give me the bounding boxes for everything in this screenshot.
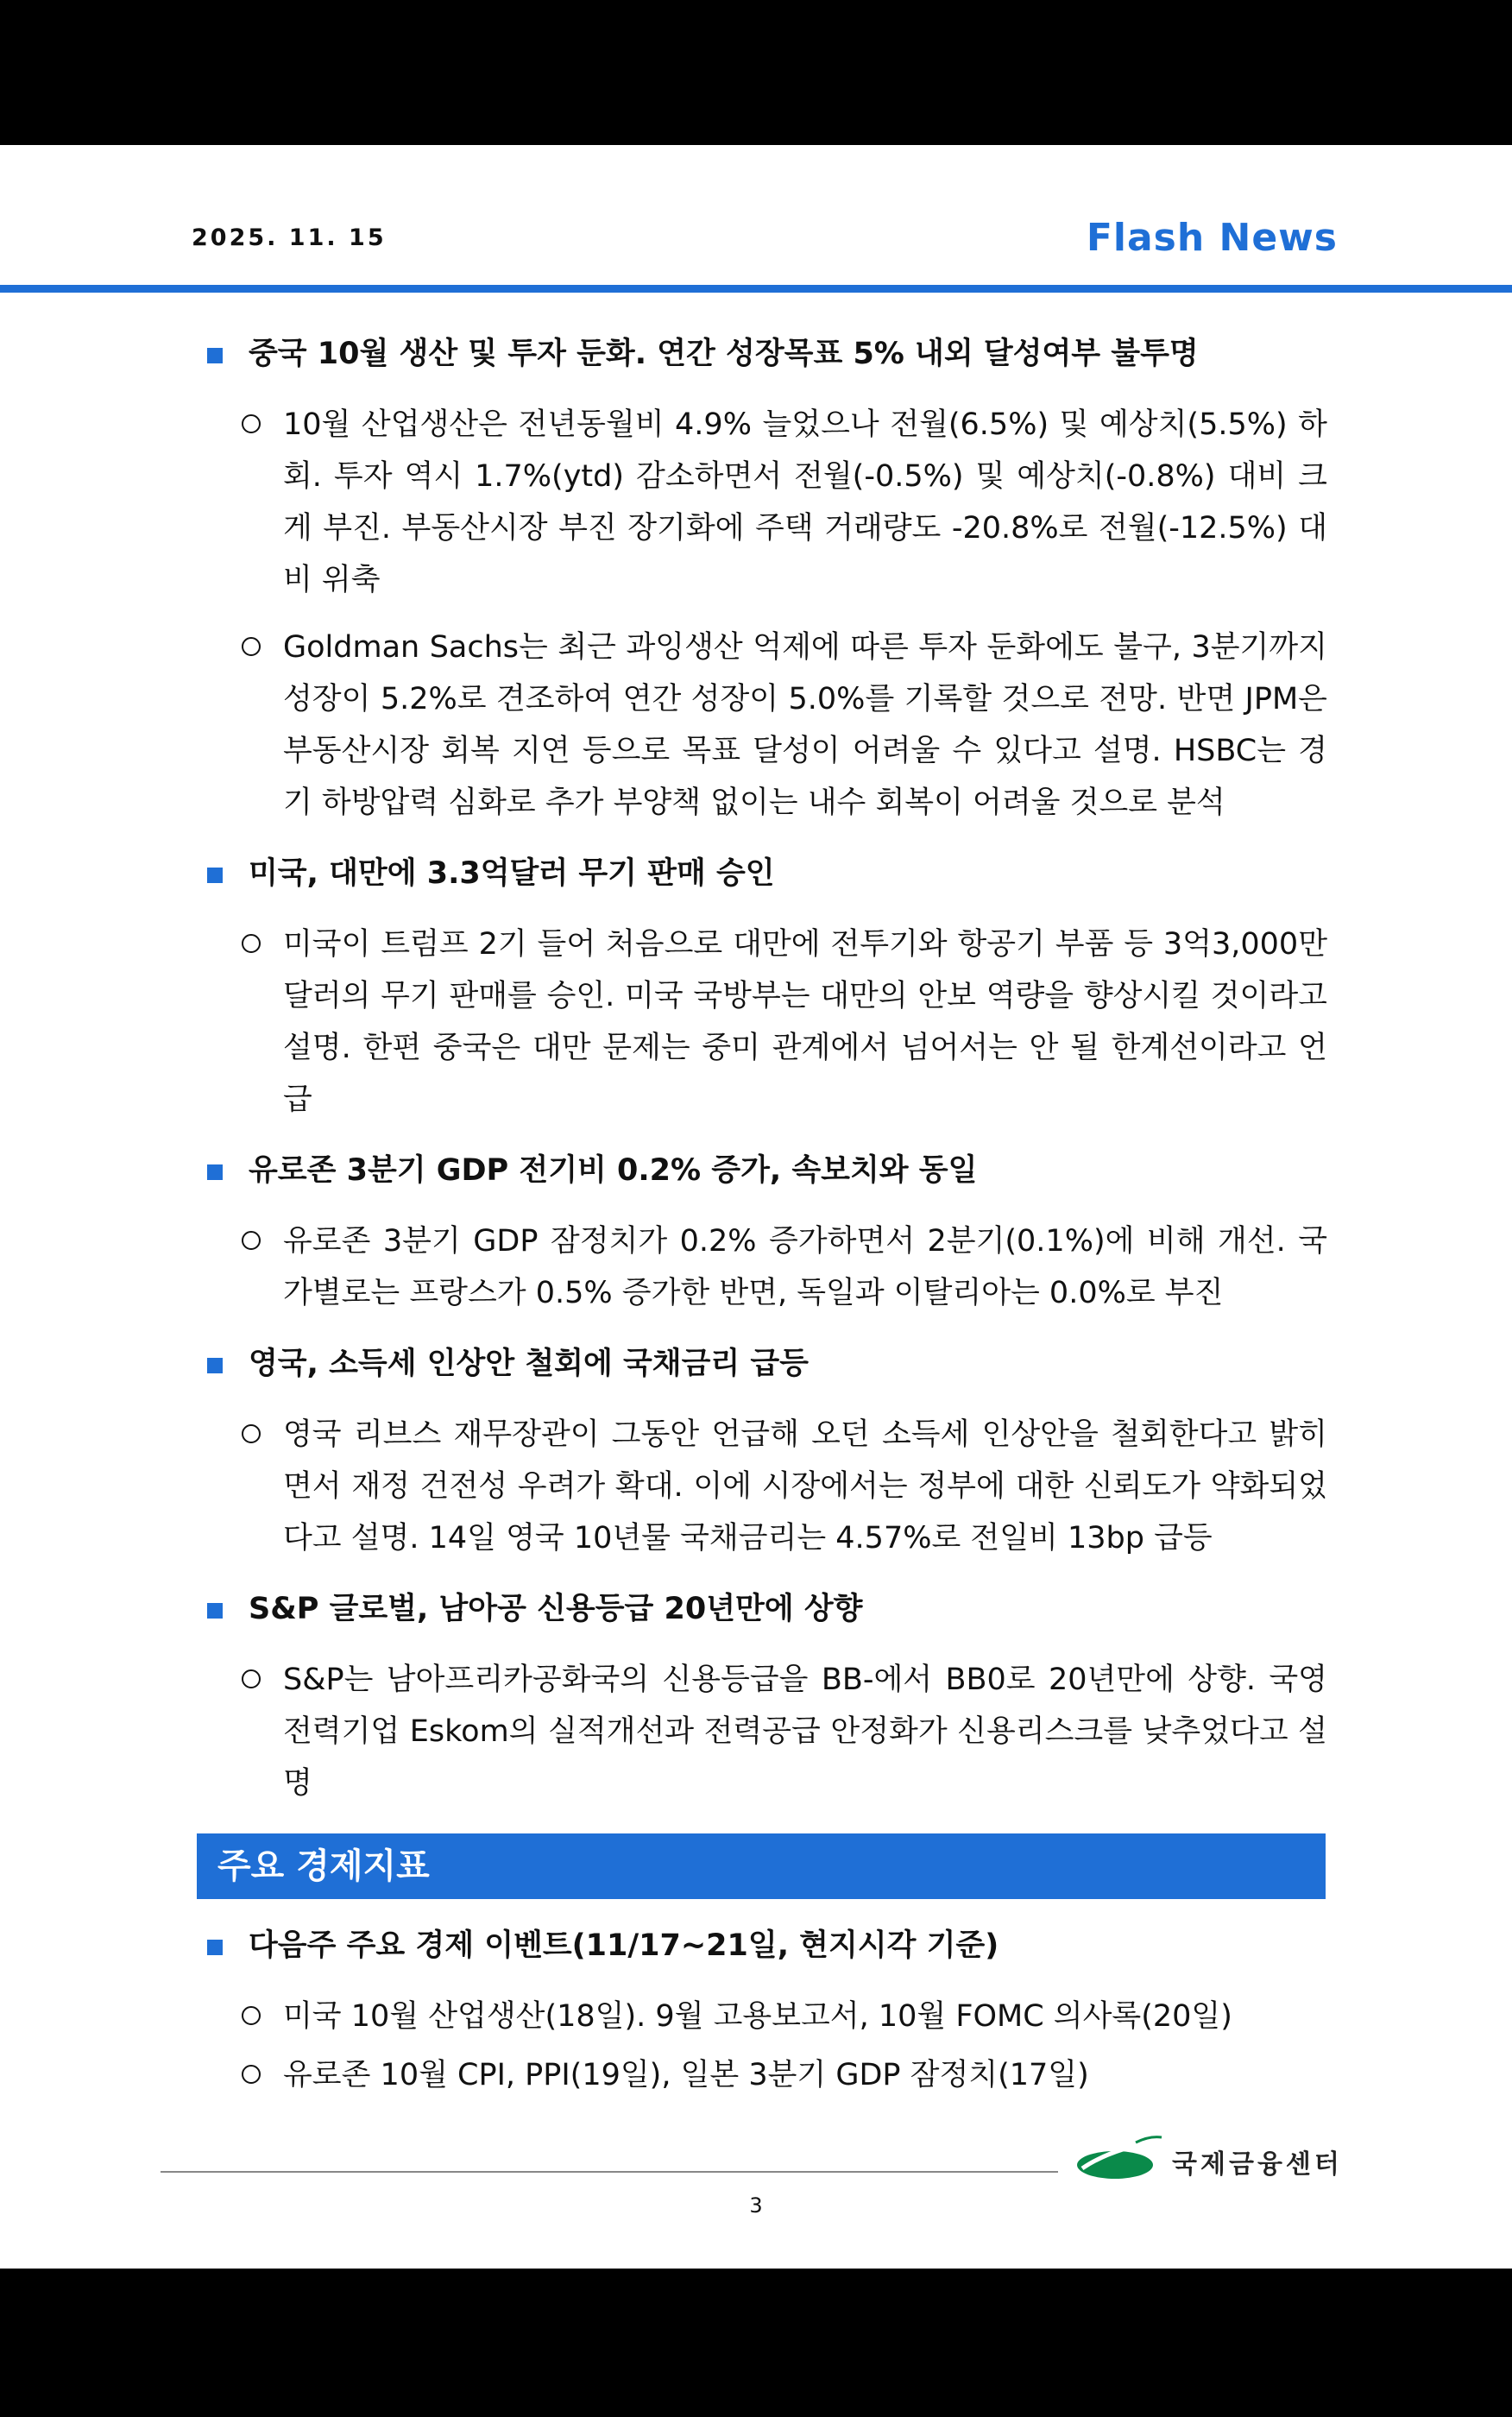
bullet-item bbox=[197, 1215, 1336, 1319]
circle-bullet-icon bbox=[242, 414, 261, 433]
heading-text: 중국 10월 생산 및 투자 둔화. 연간 성장목표 5% 내외 달성여부 불투명 bbox=[249, 337, 1199, 371]
report-date: 2025. 11. 15 bbox=[192, 224, 387, 251]
heading-text: 영국, 소득세 인상안 철회에 국채금리 급등 bbox=[249, 1347, 809, 1381]
circle-bullet-icon bbox=[242, 2065, 261, 2084]
circle-bullet-icon bbox=[242, 934, 261, 953]
bullet-item bbox=[197, 1409, 1336, 1564]
bullet-item bbox=[197, 1654, 1336, 1809]
page-number: 3 bbox=[749, 2193, 763, 2218]
circle-bullet-icon bbox=[242, 637, 261, 656]
section-sp-global bbox=[197, 1588, 1336, 1809]
section-uk bbox=[197, 1343, 1336, 1564]
bullet-text: 10월 산업생산은 전년동월비 4.9% 늘었으나 전월(6.5%) 및 예상치(5.5%) 하회. 투자 역시 1.7%(ytd) 감소하면서 전월(-0.5%) 및 예상치(-0.8%) 대비 크게 부진. 부동산시장 부진 장기화에 주택 거래량도 -20.8%로 전월(-12.5%) 대비 위축 bbox=[283, 407, 1327, 597]
section-heading bbox=[197, 1150, 1336, 1191]
leaf-logo-icon bbox=[1075, 2134, 1170, 2186]
section-heading bbox=[197, 1588, 1336, 1630]
header-divider bbox=[0, 285, 1512, 293]
bullet-item bbox=[197, 622, 1336, 829]
square-bullet-icon bbox=[207, 1164, 223, 1180]
circle-bullet-icon bbox=[242, 1424, 261, 1443]
section-heading bbox=[197, 1343, 1336, 1385]
bullet-item bbox=[197, 2049, 1336, 2101]
square-bullet-icon bbox=[207, 1603, 223, 1619]
indicator-section-bar: 주요 경제지표 bbox=[197, 1833, 1326, 1899]
heading-text: 유로존 3분기 GDP 전기비 0.2% 증가, 속보치와 동일 bbox=[249, 1153, 978, 1188]
square-bullet-icon bbox=[207, 1940, 223, 1955]
circle-bullet-icon bbox=[242, 1231, 261, 1250]
bullet-item bbox=[197, 1991, 1336, 2042]
section-heading bbox=[197, 1925, 1336, 1966]
heading-text: S&P 글로벌, 남아공 신용등급 20년만에 상향 bbox=[249, 1592, 863, 1626]
brand-title: Flash News bbox=[1086, 216, 1338, 260]
bullet-item bbox=[197, 399, 1336, 606]
bullet-text: 미국 10월 산업생산(18일). 9월 고용보고서, 10월 FOMC 의사록(20일) bbox=[283, 1999, 1232, 2034]
circle-bullet-icon bbox=[242, 1669, 261, 1688]
bullet-text: 유로존 3분기 GDP 잠정치가 0.2% 증가하면서 2분기(0.1%)에 비해 개선. 국가별로는 프랑스가 0.5% 증가한 반면, 독일과 이탈리아는 0.0%로 부진 bbox=[283, 1224, 1327, 1310]
bullet-text: 미국이 트럼프 2기 들어 처음으로 대만에 전투기와 항공기 부품 등 3억3,000만 달러의 무기 판매를 승인. 미국 국방부는 대만의 안보 역량을 향상시킬 것이라고 설명. 한편 중국은 대만 문제는 중미 관계에서 넘어서는 안 될 한계선이라고 언급 bbox=[283, 927, 1327, 1117]
square-bullet-icon bbox=[207, 1358, 223, 1373]
page-header bbox=[0, 145, 1512, 292]
bullet-item bbox=[197, 918, 1336, 1126]
section-us-taiwan bbox=[197, 853, 1336, 1126]
bullet-text: 유로존 10월 CPI, PPI(19일), 일본 3분기 GDP 잠정치(17일) bbox=[283, 2058, 1089, 2092]
bullet-text: Goldman Sachs는 최근 과잉생산 억제에 따른 투자 둔화에도 불구, 3분기까지 성장이 5.2%로 견조하여 연간 성장이 5.0%를 기록할 것으로 전망. 반면 JPM은 부동산시장 회복 지연 등으로 목표 달성이 어려울 수 있다고 설명. HSBC는 경기 하방압력 심화로 추가 부양책 없이는 내수 회복이 어려울 것으로 분석 bbox=[283, 630, 1327, 820]
circle-bullet-icon bbox=[242, 2006, 261, 2025]
document-page bbox=[0, 145, 1512, 2269]
section-heading bbox=[197, 333, 1336, 375]
section-heading bbox=[197, 853, 1336, 894]
bullet-text: 영국 리브스 재무장관이 그동안 언급해 오던 소득세 인상안을 철회한다고 밝히면서 재정 건전성 우려가 확대. 이에 시장에서는 정부에 대한 신뢰도가 약화되었다고 설명. 14일 영국 10년물 국채금리는 4.57%로 전일비 13bp 급등 bbox=[283, 1417, 1327, 1556]
heading-text: 다음주 주요 경제 이벤트(11/17~21일, 현지시각 기준) bbox=[249, 1928, 999, 1963]
main-content bbox=[197, 333, 1336, 2125]
square-bullet-icon bbox=[207, 348, 223, 363]
bullet-text: S&P는 남아프리카공화국의 신용등급을 BB-에서 BB0로 20년만에 상향. 국영 전력기업 Eskom의 실적개선과 전력공급 안정화가 신용리스크를 낮추었다고 설명 bbox=[283, 1663, 1327, 1801]
kcif-logo bbox=[1075, 2134, 1351, 2186]
footer-divider bbox=[161, 2171, 1058, 2173]
section-events bbox=[197, 1925, 1336, 2101]
section-eurozone bbox=[197, 1150, 1336, 1319]
heading-text: 미국, 대만에 3.3억달러 무기 판매 승인 bbox=[249, 856, 775, 891]
square-bullet-icon bbox=[207, 868, 223, 883]
logo-text: 국제금융센터 bbox=[1172, 2149, 1343, 2180]
section-china bbox=[197, 333, 1336, 829]
